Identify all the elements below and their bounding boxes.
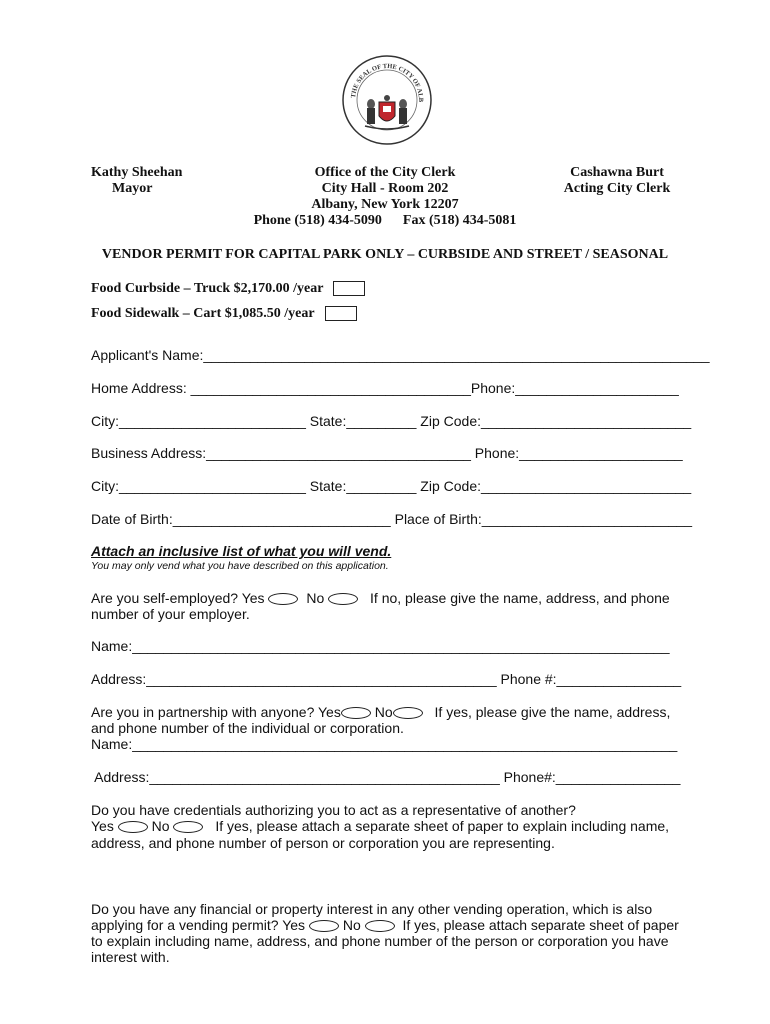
self-employed-yes-radio[interactable] bbox=[268, 593, 298, 605]
home-city-field[interactable]: City:________________________ State:_________ Zip Code:___________________________ bbox=[91, 413, 692, 429]
employer-name-field[interactable]: Name:_____________________________________________________________________ bbox=[91, 638, 670, 654]
cart-option-label: Food Sidewalk – Cart $1,085.50 /year bbox=[91, 306, 315, 321]
credentials-no-label: No bbox=[151, 818, 170, 834]
credentials-options bbox=[91, 818, 669, 834]
credentials-yes-radio[interactable] bbox=[118, 821, 148, 833]
financial-line2 bbox=[91, 917, 679, 933]
form-title: VENDOR PERMIT FOR CAPITAL PARK ONLY – CURBSIDE AND STREET / SEASONAL bbox=[101, 247, 669, 262]
office-line-1: Office of the City Clerk bbox=[314, 165, 456, 180]
financial-instructions: If yes, please attach separate sheet of paper bbox=[402, 917, 679, 933]
partnership-label: Are you in partnership with anyone? Yes bbox=[91, 704, 341, 720]
clerk-title: Acting City Clerk bbox=[563, 181, 671, 196]
business-city-field[interactable]: City:________________________ State:_________ Zip Code:___________________________ bbox=[91, 478, 692, 494]
self-employed-no-radio[interactable] bbox=[328, 593, 358, 605]
mayor-name: Kathy Sheehan bbox=[91, 165, 183, 180]
financial-line4: interest with. bbox=[91, 949, 170, 965]
financial-line3: to explain including name, address, and phone number of the person or corporation you have bbox=[91, 933, 669, 949]
applicant-name-field[interactable]: Applicant's Name:_________________________________________________________________ bbox=[91, 347, 710, 363]
truck-checkbox[interactable] bbox=[333, 281, 365, 296]
partnership-line2: and phone number of the individual or corporation. bbox=[91, 720, 404, 736]
partner-name-field[interactable]: Name:______________________________________________________________________ bbox=[91, 736, 678, 752]
city-seal bbox=[341, 54, 433, 146]
credentials-no-radio[interactable] bbox=[173, 821, 203, 833]
financial-no-label: No bbox=[342, 917, 361, 933]
self-employed-no-label: No bbox=[306, 590, 325, 606]
truck-option bbox=[91, 281, 365, 297]
partnership-yes-radio[interactable] bbox=[341, 707, 371, 719]
financial-no-radio[interactable] bbox=[365, 920, 395, 932]
partnership-instructions: If yes, please give the name, address, bbox=[434, 704, 671, 720]
credentials-line3: address, and phone number of person or corporation you are representing. bbox=[91, 835, 555, 851]
attach-heading: Attach an inclusive list of what you will vend. bbox=[91, 543, 392, 559]
financial-line1: Do you have any financial or property interest in any other vending operation, which is also bbox=[91, 901, 653, 917]
partnership-question bbox=[91, 704, 670, 720]
truck-option-label: Food Curbside – Truck $2,170.00 /year bbox=[91, 281, 324, 296]
credentials-question: Do you have credentials authorizing you to act as a representative of another? bbox=[91, 802, 576, 818]
cart-checkbox[interactable] bbox=[325, 306, 357, 321]
office-line-3: Albany, New York 12207 bbox=[311, 197, 459, 212]
home-address-field[interactable]: Home Address: ____________________________________Phone:_____________________ bbox=[91, 380, 679, 396]
seal-text: THE SEAL OF THE CITY OF ALB bbox=[350, 62, 425, 103]
partner-address-field[interactable]: Address:_____________________________________________ Phone#:________________ bbox=[91, 769, 681, 785]
employer-address-field[interactable]: Address:_____________________________________________ Phone #:________________ bbox=[91, 671, 682, 687]
financial-yes-radio[interactable] bbox=[309, 920, 339, 932]
self-employed-line2: number of your employer. bbox=[91, 606, 250, 622]
financial-label: applying for a vending permit? Yes bbox=[91, 917, 306, 933]
business-address-field[interactable]: Business Address:__________________________________ Phone:_____________________ bbox=[91, 445, 683, 461]
self-employed-question bbox=[91, 590, 670, 606]
self-employed-label: Are you self-employed? Yes bbox=[91, 590, 265, 606]
clerk-name: Cashawna Burt bbox=[570, 165, 664, 180]
partnership-no-radio[interactable] bbox=[393, 707, 423, 719]
credentials-instructions: If yes, please attach a separate sheet of paper to explain including name, bbox=[215, 818, 670, 834]
self-employed-instructions: If no, please give the name, address, and phone bbox=[370, 590, 670, 606]
mayor-title: Mayor bbox=[112, 181, 153, 196]
birth-field[interactable]: Date of Birth:____________________________ Place of Birth:___________________________ bbox=[91, 511, 692, 527]
office-line-2: City Hall - Room 202 bbox=[321, 181, 449, 196]
attach-note: You may only vend what you have described on this application. bbox=[91, 560, 389, 572]
partnership-no-label: No bbox=[374, 704, 393, 720]
office-phone-fax: Phone (518) 434-5090 Fax (518) 434-5081 bbox=[253, 213, 517, 228]
cart-option bbox=[91, 306, 357, 322]
credentials-yes-label: Yes bbox=[91, 818, 114, 834]
